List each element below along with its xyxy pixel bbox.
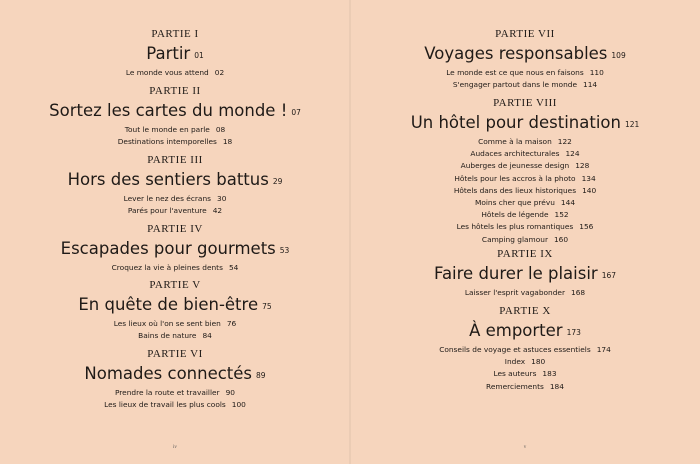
part-1: [0, 28, 350, 79]
part-page-number: 07: [291, 108, 301, 117]
toc-entry: Comme à la maison 122: [478, 137, 572, 146]
part-label: PARTIE V: [149, 279, 201, 291]
part-page-number: 75: [262, 302, 272, 311]
part-title: Hors des sentiers battus 29: [67, 170, 283, 189]
toc-entry: Destinations intemporelles 18: [117, 137, 233, 147]
part-label: PARTIE I: [151, 28, 199, 40]
part-title: Nomades connectés 89: [84, 364, 266, 383]
part-4: [0, 223, 350, 274]
part-page-number: 01: [194, 51, 204, 60]
part-label: PARTIE IX: [497, 248, 553, 260]
toc-entry: Le monde est ce que nous en faisons 110: [446, 68, 604, 77]
part-label: PARTIE II: [149, 85, 201, 97]
part-label: PARTIE VIII: [493, 97, 557, 109]
part-title: À emporter 173: [469, 321, 581, 340]
toc-entry: Index 180: [504, 357, 546, 367]
toc-entry: Audaces architecturales 124: [470, 149, 580, 159]
part-label: PARTIE IV: [147, 223, 203, 235]
toc-entry: Remerciements 184: [486, 381, 564, 391]
part-page-number: 53: [279, 246, 290, 255]
part-3: [0, 154, 350, 217]
toc-entry: Hôtels de légende 152: [481, 210, 569, 220]
toc-entry: S'engager partout dans le monde 114: [452, 80, 598, 90]
part-title: Voyages responsables 109: [424, 44, 626, 63]
toc-entry: Auberges de jeunesse design 128: [460, 161, 590, 171]
part-page-number: 109: [611, 51, 626, 60]
toc-entry: Le monde vous attend 02: [125, 68, 225, 77]
part-title: Faire durer le plaisir 167: [433, 264, 617, 283]
part-10: [350, 305, 700, 393]
page-folio: iv: [173, 445, 177, 450]
part-page-number: 89: [256, 371, 266, 380]
toc-entry: Hôtels pour les accros à la photo 134: [454, 173, 596, 183]
toc-entry: Les auteurs 183: [493, 369, 557, 379]
toc-entry: Les lieux de travail les plus cools 100: [104, 400, 246, 410]
part-title: Sortez les cartes du monde ! 07: [49, 101, 301, 120]
toc-entry: Hôtels dans des lieux historiques 140: [453, 185, 597, 195]
part-5: [0, 279, 350, 342]
toc-entry: Conseils de voyage et astuces essentiels 174: [439, 345, 611, 354]
part-label: PARTIE X: [499, 305, 551, 317]
part-9: [350, 248, 700, 299]
part-title: En quête de bien-être 75: [78, 295, 272, 314]
right-page: [350, 0, 700, 464]
part-page-number: 167: [601, 271, 617, 280]
toc-entry: Prendre la route et travailler 90: [114, 388, 236, 397]
toc-entry: Croquez la vie à pleines dents 54: [111, 263, 239, 272]
part-label: PARTIE VI: [147, 348, 203, 360]
part-title: Partir 01: [146, 44, 204, 63]
toc-entry: Lever le nez des écrans 30: [123, 194, 227, 203]
part-title: Escapades pour gourmets 53: [60, 239, 290, 258]
part-label: PARTIE III: [147, 154, 203, 166]
part-label: PARTIE VII: [495, 28, 555, 40]
toc-entry: Les lieux où l'on se sent bien 76: [113, 319, 237, 328]
part-8: [350, 97, 700, 246]
part-6: [0, 348, 350, 411]
toc-entry: Camping glamour 160: [481, 234, 569, 244]
toc-entry: Tout le monde en parle 08: [124, 125, 226, 134]
part-page-number: 29: [272, 177, 283, 186]
page-folio: v: [523, 445, 527, 450]
toc-entry: Bains de nature 84: [138, 331, 212, 341]
part-page-number: 173: [566, 328, 581, 337]
toc-entry: Parés pour l'aventure 42: [127, 206, 223, 216]
toc-entry: Moins cher que prévu 144: [474, 198, 576, 208]
part-7: [350, 28, 700, 91]
part-page-number: 121: [624, 120, 640, 129]
toc-entry: Laisser l'esprit vagabonder 168: [464, 288, 586, 297]
part-2: [0, 85, 350, 148]
part-title: Un hôtel pour destination 121: [410, 113, 640, 132]
toc-entry: Les hôtels les plus romantiques 156: [456, 222, 594, 232]
